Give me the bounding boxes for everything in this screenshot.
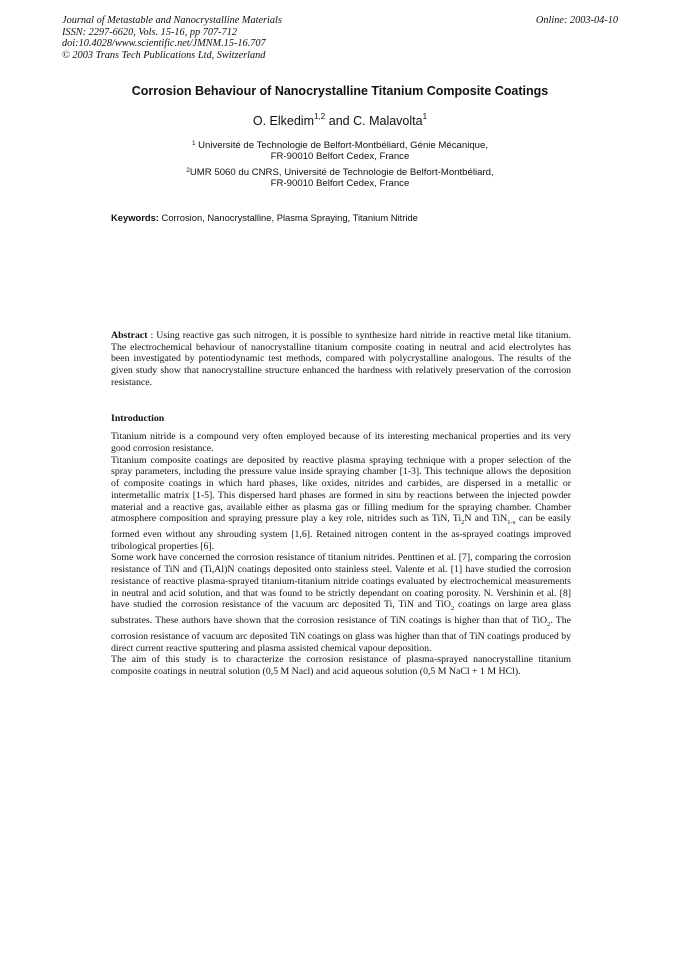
journal-header [62, 15, 618, 61]
author-1-affil-mark: 1,2 [314, 112, 326, 121]
intro-paragraph-2 [111, 455, 571, 553]
affiliation-1 [62, 140, 618, 163]
affiliation-2-line1: UMR 5060 du CNRS, Université de Technologie de Belfort-Montbéliard, [189, 167, 494, 178]
intro-paragraph-1: Titanium nitride is a compound very often employed because of its interesting mechanical properties and its very good corrosion resistance. [111, 431, 571, 454]
keywords-text: Corrosion, Nanocrystalline, Plasma Spraying, Titanium Nitride [158, 212, 418, 223]
intro-p3-part-b: coatings on large area glass substrates. These authors have shown that the corrosion resistance of TiN coatings is higher than that of TiO [111, 599, 571, 627]
abstract [111, 330, 571, 389]
intro-p3-part-a: Some work have concerned the corrosion resistance of titanium nitrides. Penttinen et al. [7], comparing the corrosion resistance of TiN and (Ti,Al)N coatings deposited onto stainless steel. Valente et al. [1] have studied the corrosion resistance of reactive plasma-sprayed titanium-titanium nitride coatings evaluated by electrochemical measurements in neutral and acid solution, and that was found to be strictly dependant on coating porosity. N. Vershinin et al. [8] have studied the corrosion resistance of the vacuum arc deposited Ti, TiN and TiO [111, 552, 571, 611]
affiliation-1-line1: Université de Technologie de Belfort-Montbéliard, Génie Mécanique, [195, 140, 489, 151]
author-2-affil-mark: 1 [422, 112, 428, 121]
issn-line: ISSN: 2297-6620, Vols. 15-16, pp 707-712 [62, 26, 238, 38]
intro-paragraph-3 [111, 552, 571, 654]
intro-p2-part-c: can be easily formed even without any shrouding system [1,6]. Retained nitrogen content in the as-sprayed coatings improved tribological properties [6]. [111, 513, 572, 552]
introduction-body [111, 431, 571, 678]
author-2: C. Malavolta [353, 114, 423, 128]
affiliation-2-mark: 2 [186, 167, 190, 174]
author-line [62, 114, 618, 128]
intro-p2-sub-1: 2 [461, 519, 465, 527]
intro-p3-part-c: . The corrosion resistance of vacuum arc deposited TiN coatings on glass was higher than that of TiN coatings produced by direct current reactive sputtering and plasma assisted chemical vapour deposition. [111, 615, 572, 654]
affiliation-2 [62, 167, 618, 190]
copyright-line: © 2003 Trans Tech Publications Ltd, Switzerland [62, 49, 266, 61]
intro-p3-sub-2: 2 [547, 621, 551, 629]
abstract-label: Abstract [111, 330, 148, 341]
affiliation-2-line2: FR-90010 Belfort Cedex, France [270, 178, 410, 190]
intro-p2-part-a: Titanium composite coatings are deposited by reactive plasma spraying technique with a proper selection of the spray parameters, including the pressure value inside spraying chamber [1-3]. This technique allows the deposition of composite coatings in which hard phases, like oxides, nitrides and carbides, are dispersed in a metallic or intermetallic matrix [1-5]. This dispersed hard phases are formed in situ by reactions between the injected powder material and a reactive gas, available either as plasma gas or filling medium for the spraying chamber. Chamber atmosphere composition and spraying pressure play a key role, nitrides such as TiN, Ti [111, 454, 571, 525]
paper-title: Corrosion Behaviour of Nanocrystalline Titanium Composite Coatings [131, 84, 549, 98]
keywords [111, 212, 571, 223]
intro-paragraph-4: The aim of this study is to characterize the corrosion resistance of plasma-sprayed nanocrystalline titanium composite coatings in neutral solution (0,5 M Nacl) and acid aqueous solution (0,5 M NaCl + 1 M HCl). [111, 654, 571, 678]
journal-name: Journal of Metastable and Nanocrystalline Materials [62, 15, 282, 26]
affiliation-1-mark: 1 [191, 140, 196, 147]
affiliation-1-line2: FR-90010 Belfort Cedex, France [270, 151, 410, 163]
intro-p2-part-b: N and TiN [464, 513, 508, 525]
online-date: Online: 2003-04-10 [535, 15, 618, 26]
introduction-heading: Introduction [111, 413, 165, 424]
intro-p2-sub-2: 1-x [507, 519, 516, 527]
author-conjunction: and [325, 114, 354, 128]
author-1: O. Elkedim [252, 114, 315, 128]
abstract-text: : Using reactive gas such nitrogen, it is possible to synthesize hard nitride in reactive metal like titanium. The electrochemical behaviour of nanocrystalline titanium composite coating in neutral and acid electrolytes has been investigated by potentiodynamic test methods, compared with polycrystalline analogous. The results of the given study show that nanocrystalline structure enhanced the hardness with relatively preservation of the corrosion resistance. [111, 330, 571, 388]
keywords-label: Keywords: [111, 212, 159, 223]
intro-p3-sub-1: 2 [450, 605, 455, 613]
doi-line: doi:10.4028/www.scientific.net/JMNM.15-16.707 [62, 38, 266, 50]
